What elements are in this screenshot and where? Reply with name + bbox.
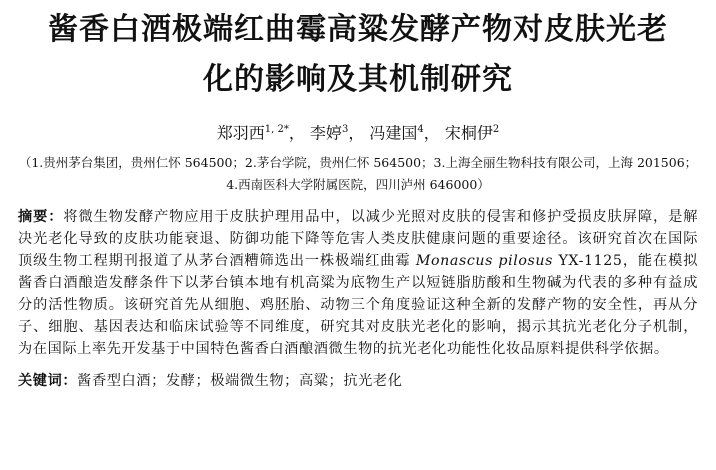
abstract-label: 摘要： <box>18 209 64 226</box>
author-name: 冯建国 <box>369 123 418 143</box>
author-affiliation-mark: 1, 2* <box>264 124 289 135</box>
abstract-species-name: Monascus pilosus <box>415 253 554 270</box>
author-name: 郑羽西 <box>216 123 265 143</box>
author-affiliation-mark: 4 <box>417 124 424 135</box>
title-line-1: 酱香白酒极端红曲霉高粱发酵产物对皮肤光老 <box>48 12 668 47</box>
keywords <box>18 370 698 392</box>
affiliations <box>18 152 698 196</box>
author-name: 李婷 <box>309 123 342 143</box>
author-list: 郑羽西$^{1, 2*}$， 李婷$^3$， 冯建国$^4$， 宋桐伊$^2$ <box>216 123 500 143</box>
abstract <box>18 206 698 360</box>
author-name: 宋桐伊 <box>444 123 493 143</box>
title-line-2: 化的影响及其机制研究 <box>203 62 513 97</box>
author-affiliation-mark: 3 <box>341 124 349 135</box>
abstract-text-2: YX-1125，能在模拟酱香白酒酿造发酵条件下以茅台镇本地有机高粱为底物生产以短链脂肪酸和生物碱为代表的多种有益成分的活性物质。该研究首先从细胞、鸡胚胎、动物三个角度验证这种全新的发酵产物的安全性，再从分子、细胞、基因表达和临床试验等不同维度，研究其对皮肤光老化的影响，揭示其抗光老化分子机制，为在国际上率先开发基于中国特色酱香白酒酿酒微生物的抗光老化功能性化妆品原料提供科学依据。 <box>18 253 698 358</box>
author-affiliation-mark: 2 <box>492 124 500 135</box>
keywords-text: 酱香型白酒；发酵；极端微生物；高粱；抗光老化 <box>77 373 403 390</box>
abstract-text-1: 将微生物发酵产物应用于皮肤护理用品中，以减少光照对皮肤的侵害和修护受损皮肤屏障，是解决光老化导致的皮肤功能衰退、防御功能下降等危害人类皮肤健康问题的重要途径。该研究首次在国际顶级生物工程期刊报道了从茅台酒糟筛选出一株极端红曲霉 <box>18 209 698 270</box>
affiliation-line-1: （1.贵州茅台集团，贵州仁怀 564500；2.茅台学院，贵州仁怀 564500；3.上海全丽生物科技有限公司，上海 201506； <box>18 155 698 171</box>
keywords-label: 关键词： <box>18 373 78 390</box>
paper-title <box>18 0 698 105</box>
affiliation-line-2: 4.西南医科大学附属医院，四川泸州 646000） <box>226 177 490 193</box>
